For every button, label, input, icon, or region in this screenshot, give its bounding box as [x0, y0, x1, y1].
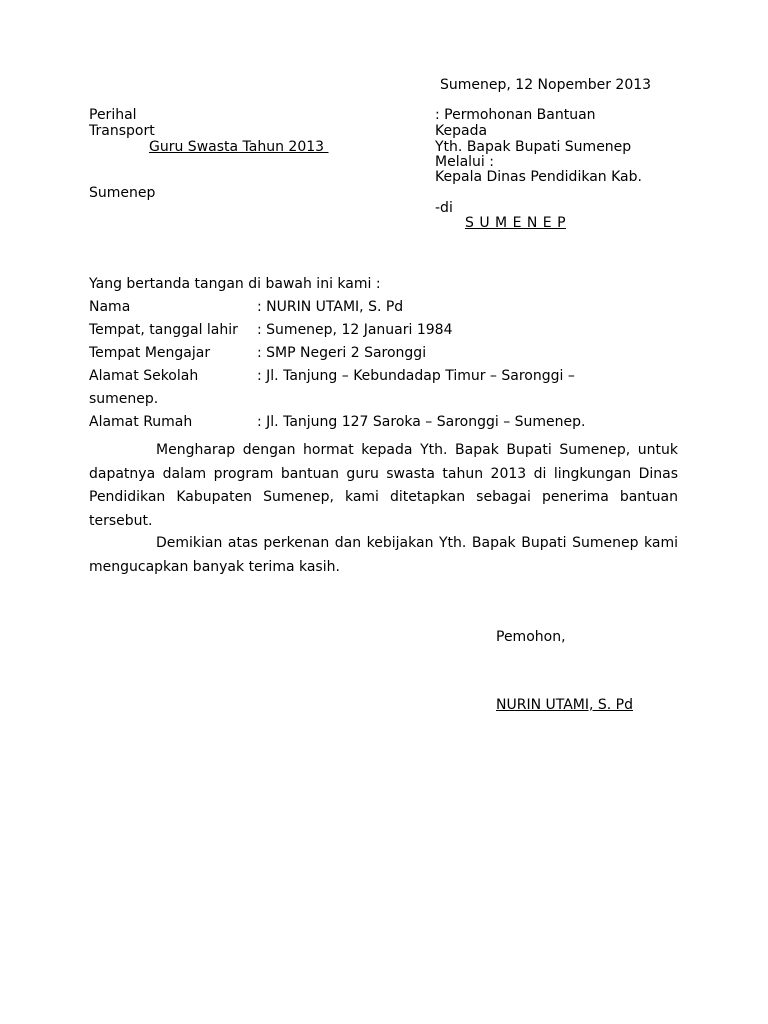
recipient-line-2: Yth. Bapak Bupati Sumenep	[435, 139, 632, 155]
identity-value: : NURIN UTAMI, S. Pd	[257, 299, 404, 315]
recipient-city: S U M E N E P	[465, 215, 567, 231]
identity-label: sumenep.	[89, 391, 159, 407]
identity-value: : Sumenep, 12 Januari 1984	[257, 322, 453, 338]
identity-label: Tempat Mengajar	[89, 345, 211, 361]
recipient-line-4: Kepala Dinas Pendidikan Kab.	[435, 169, 642, 185]
signature-name: NURIN UTAMI, S. Pd	[496, 697, 634, 713]
identity-label: Alamat Rumah	[89, 414, 193, 430]
body-paragraph-1: Mengharap dengan hormat kepada Yth. Bapak Bupati Sumenep, untuk dapatnya dalam program bantuan guru swasta tahun 2013 di lingkungan Dinas Pendidikan Kabupaten Sumenep, kami ditetapkan sebagai penerima bantuan tersebut.	[89, 442, 678, 529]
signature-closing: Pemohon,	[496, 629, 566, 645]
identity-value: : Jl. Tanjung 127 Saroka – Saronggi – Sumenep.	[257, 414, 586, 430]
identity-intro: Yang bertanda tangan di bawah ini kami :	[89, 276, 381, 292]
identity-label: Alamat Sekolah	[89, 368, 199, 384]
place-date: Sumenep, 12 Nopember 2013	[440, 77, 652, 93]
recipient-line-1: Kepada	[435, 123, 488, 139]
identity-label: Tempat, tanggal lahir	[89, 322, 238, 338]
recipient-line-3: Melalui :	[435, 154, 494, 170]
recipient-line-5: -di	[435, 200, 453, 216]
identity-label: Nama	[89, 299, 131, 315]
subject-line-3: Guru Swasta Tahun 2013	[149, 139, 329, 155]
subject-value: : Permohonan Bantuan	[435, 107, 596, 123]
body-paragraph-2: Demikian atas perkenan dan kebijakan Yth. Bapak Bupati Sumenep kami mengucapkan banyak terima kasih.	[89, 535, 678, 575]
subject-label: Perihal	[89, 107, 137, 123]
identity-value: : Jl. Tanjung – Kebundadap Timur – Saronggi –	[257, 368, 575, 384]
identity-value: : SMP Negeri 2 Saronggi	[257, 345, 427, 361]
recipient-left-continuation: Sumenep	[89, 185, 156, 201]
subject-line-2: Transport	[89, 123, 155, 139]
